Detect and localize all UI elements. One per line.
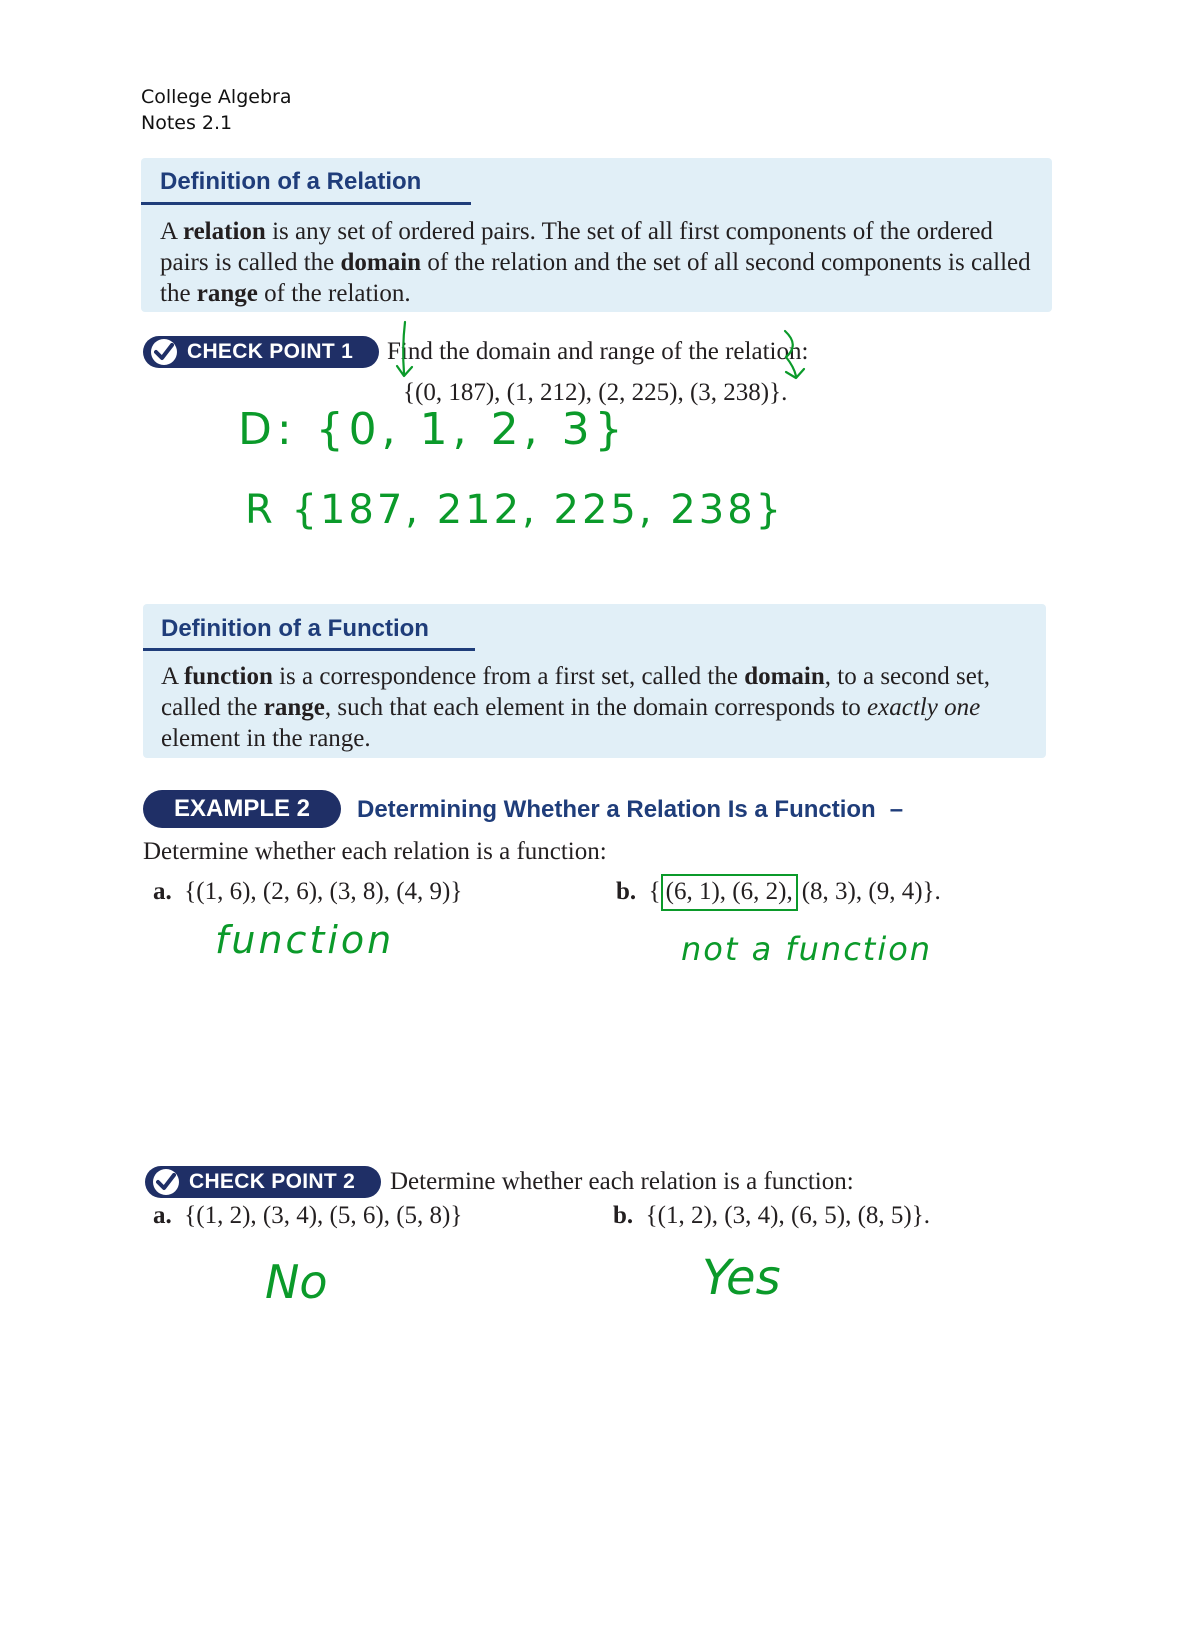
handwritten-answer-b: not a function xyxy=(681,930,933,968)
example-2-part-a: a. {(1, 6), (2, 6), (3, 8), (4, 9)} xyxy=(153,878,463,905)
handwritten-answer-no: No xyxy=(265,1255,328,1309)
example-2-prompt: Determine whether each relation is a function: xyxy=(143,838,607,865)
check-point-2-prompt: Determine whether each relation is a function: xyxy=(390,1168,854,1195)
example-2-part-b: b. { (6, 1), (6, 2), (8, 3), (9, 4)}. xyxy=(616,877,941,907)
check-point-1-set: {(0, 187), (1, 212), (2, 225), (3, 238)}. xyxy=(403,379,788,406)
function-definition-text: A function is a correspondence from a first set, called the domain, to a second set, called the range, such that each element in the domain corresponds to exactly one element in the range. xyxy=(161,663,991,752)
check-point-1-label: CHECK POINT 1 xyxy=(187,340,354,363)
course-title: College Algebra xyxy=(141,86,292,108)
check-point-2-part-a: a. {(1, 2), (3, 4), (5, 6), (5, 8)} xyxy=(153,1202,463,1229)
handwritten-range: R {187, 212, 225, 238} xyxy=(245,487,785,533)
boxed-pairs: (6, 1), (6, 2), xyxy=(661,874,798,911)
handwritten-answer-a: function xyxy=(215,918,395,962)
check-point-2-part-b: b. {(1, 2), (3, 4), (6, 5), (8, 5)}. xyxy=(613,1202,931,1229)
check-point-2-label: CHECK POINT 2 xyxy=(189,1170,356,1193)
relation-definition-text: A relation is any set of ordered pairs. The set of all first components of the ordered pairs is called the domain of the relation and the set of all second components is called the range of the relation. xyxy=(160,218,1031,307)
notes-number: Notes 2.1 xyxy=(141,112,233,134)
relation-definition-title: Definition of a Relation xyxy=(160,168,422,195)
arrow-down-icon xyxy=(785,331,804,378)
handwritten-domain: D: {0, 1, 2, 3} xyxy=(238,404,628,455)
example-2-title: Determining Whether a Relation Is a Function – xyxy=(357,796,904,823)
arrow-down-icon xyxy=(397,322,412,376)
check-point-1-prompt: Find the domain and range of the relation: xyxy=(387,338,809,365)
function-definition-title: Definition of a Function xyxy=(161,615,429,642)
handwritten-answer-yes: Yes xyxy=(702,1250,781,1306)
example-2-badge: EXAMPLE 2 xyxy=(143,790,341,828)
